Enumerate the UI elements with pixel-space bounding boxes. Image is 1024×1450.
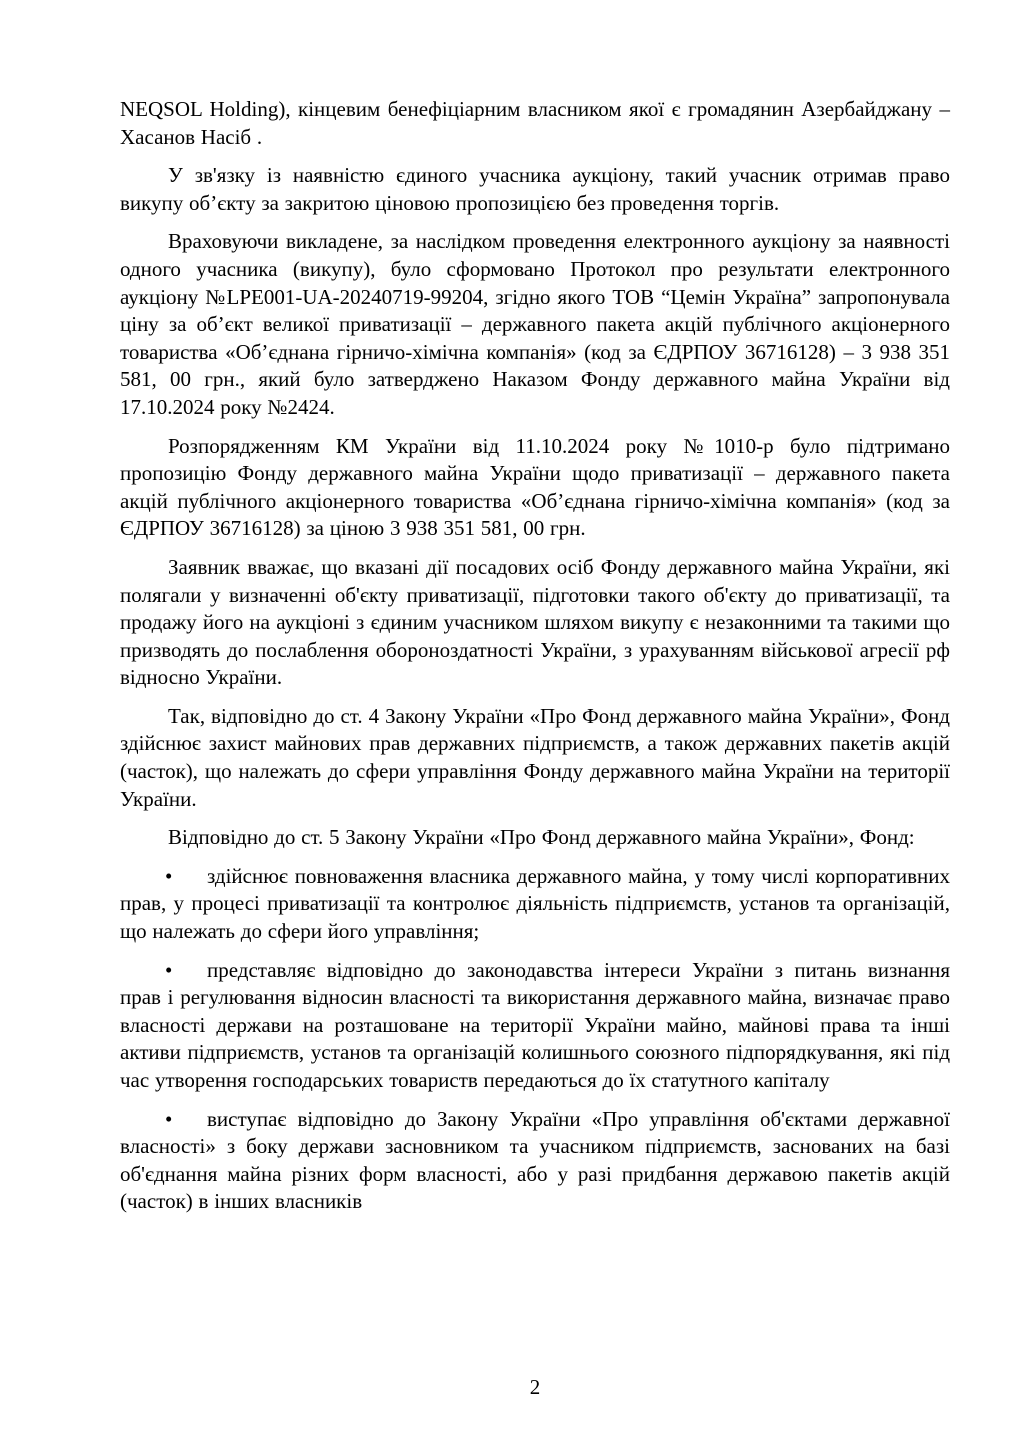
bullet-item-text: здійснює повноваження власника державного майна, у тому числі корпоративних прав, у процесі приватизації та контролює діяльність підприємств, установ та організацій, що належать до сфери його управління;	[120, 863, 950, 944]
bullet-icon: •	[165, 1106, 173, 1131]
bullet-icon: •	[165, 863, 173, 888]
paragraph: Враховуючи викладене, за наслідком проведення електронного аукціону за наявності одного учасника (викупу), було сформовано Протокол про результати електронного аукціону №LPE001-UA-20240719-99204, згідно якого ТОВ “Цемін Україна” запропонувала ціну за об’єкт великої приватизації – державного пакета акцій публічного акціонерного товариства «Об’єднана гірничо-хімічна компанія» (код за ЄДРПОУ 36716128) – 3 938 351 581, 00 грн., який було затверджено Наказом Фонду державного майна України від 17.10.2024 року №2424.	[120, 229, 950, 419]
paragraph-list-intro: Відповідно до ст. 5 Закону України «Про Фонд державного майна України», Фонд:	[168, 825, 915, 850]
document-body	[120, 96, 950, 1227]
bullet-item-text: виступає відповідно до Закону України «Про управління об'єктами державної власності» з боку держави засновником та учасником підприємств, заснованих на базі об'єднання майна різних форм власності, або у разі придбання державою пакетів акцій (часток) в інших власників	[120, 1106, 950, 1214]
paragraph: У зв'язку із наявністю єдиного учасника аукціону, такий учасник отримав право викупу об’єкту за закритою ціновою пропозицією без проведення торгів.	[120, 163, 950, 215]
paragraph-continuation: NEQSOL Holding), кінцевим бенефіціарним власником якої є громадянин Азербайджану – Хасанов Насіб .	[120, 97, 950, 149]
bullet-item	[120, 1106, 950, 1216]
bullet-item	[120, 957, 950, 1095]
bullet-item-text: представляє відповідно до законодавства інтереси України з питань визнання прав і регулювання відносин власності та використання державного майна, визначає право власності держави на розташоване на території України майно, майнові права та інші активи підприємств, установ та організацій колишнього союзного підпорядкування, які під час утворення господарських товариств передаються до їх статутного капіталу	[120, 957, 950, 1092]
paragraph: Так, відповідно до ст. 4 Закону України «Про Фонд державного майна України», Фонд здійснює захист майнових прав державних підприємств, а також державних пакетів акцій (часток), що належать до сфери управління Фонду державного майна України на території України.	[120, 703, 950, 811]
paragraph: Заявник вважає, що вказані дії посадових осіб Фонду державного майна України, які полягали у визначенні об'єкту приватизації, підготовки такого об'єкту до приватизації, та продажу його на аукціоні з єдиним учасником шляхом викупу є незаконними та такими що призводять до послаблення обороноздатності України, з урахуванням військової агресії рф відносно України.	[120, 554, 950, 690]
bullet-icon: •	[165, 957, 173, 982]
page-number: 2	[529, 1375, 541, 1400]
paragraph: Розпорядженням КМ України від 11.10.2024 року №1010-р було підтримано пропозицію Фонду державного майна України щодо приватизації – державного пакета акцій публічного акціонерного товариства «Об’єднана гірничо-хімічна компанія» (код за ЄДРПОУ 36716128) за ціною 3 938 351 581, 00 грн.	[120, 433, 950, 541]
bullet-item	[120, 863, 950, 946]
